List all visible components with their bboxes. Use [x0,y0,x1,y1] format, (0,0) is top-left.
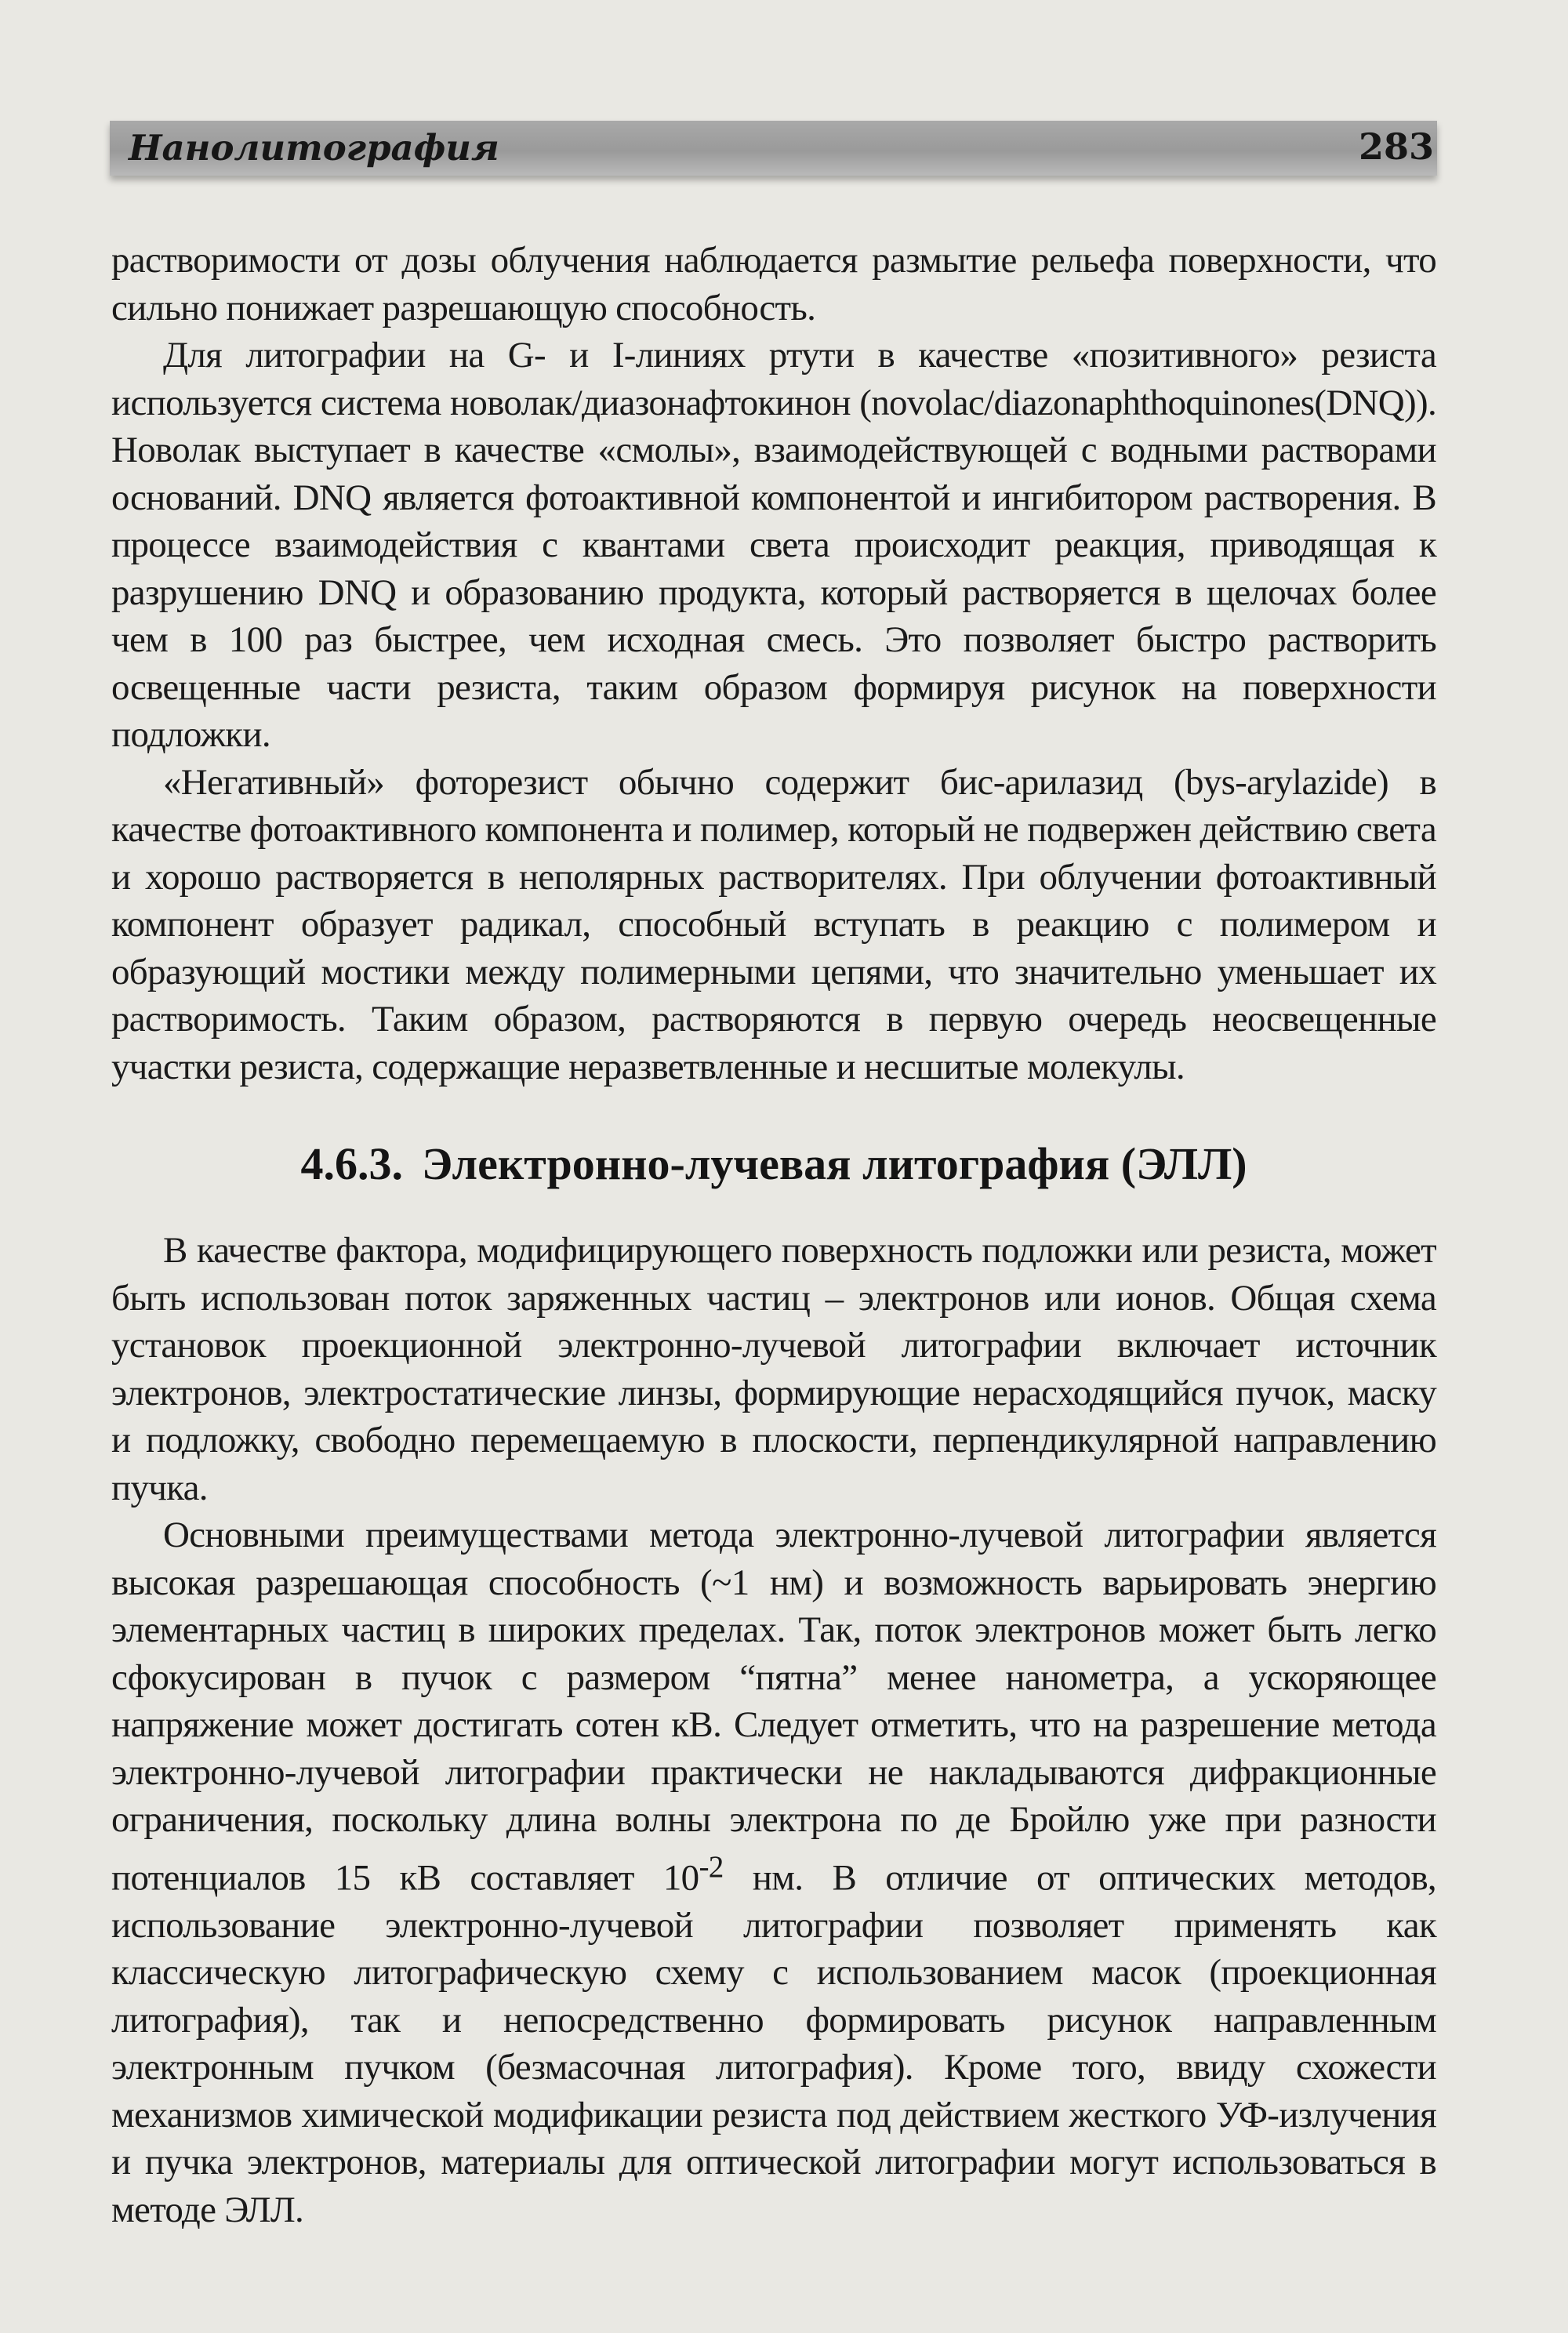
paragraph: Для литографии на G- и I-линиях ртути в качестве «позитивного» резиста используется система новолак/диазонафтокинон (novolac/diazonaphthoquinones(DNQ)). Новолак выступает в качестве «смолы», взаимодействующей с водными растворами оснований. DNQ является фотоактивной компонентой и ингибитором растворения. В процессе взаимодействия с квантами света происходит реакция, приводящая к разрушению DNQ и образованию продукта, который растворяется в щелочах более чем в 100 раз быстрее, чем исходная смесь. Это позволяет быстро растворить освещенные части резиста, таким образом формируя рисунок на поверхности подложки. [111,335,1436,755]
page-number: 283 [1358,125,1434,168]
section-title: Электронно-лучевая литография (ЭЛЛ) [421,1138,1247,1189]
text-block-after-heading [111,1227,1436,2233]
running-title: Нанолитография [129,127,499,169]
paragraph: В качестве фактора, модифицирующего поверхность подложки или резиста, может быть использован поток заряженных частиц – электронов или ионов. Общая схема установок проекционной электронно-лучевой литографии включает источник электронов, электростатические линзы, формирующие нерасходящийся пучок, маску и подложку, свободно перемещаемую в плоскости, перпендикулярной направлению пучка. [111,1230,1436,1508]
paragraph: «Негативный» фоторезист обычно содержит бис-арилазид (bys-arylazide) в качестве фотоактивного компонента и полимер, который не подвержен действию света и хорошо растворяется в неполярных растворителях. При облучении фотоактивный компонент образует радикал, способный вступать в реакцию с полимером и образующий мостики между полимерными цепями, что значительно уменьшает их растворимость. Таким образом, растворяются в первую очередь неосвещенные участки резиста, содержащие неразветвленные и несшитые молекулы. [111,761,1436,1087]
superscript-exponent: -2 [699,1849,724,1884]
paragraph: растворимости от дозы облучения наблюдается размытие рельефа поверхности, что сильно понижает разрешающую способность. [111,240,1436,328]
running-header [110,121,1437,176]
paragraph-text: нм. В отличие от оптических методов, использование электронно-лучевой литографии позволяет применять как классическую литографическую схему с использованием масок (проекционная литография), так и непосредственно формировать рисунок направленным электронным пучком (безмасочная литография). Кроме того, ввиду схожести механизмов химической модификации резиста под действием жесткого УФ-излучения и пучка электронов, материалы для оптической литографии могут использоваться в методе ЭЛЛ. [111,1857,1436,2230]
paragraph-text: Основными преимуществами метода электронно-лучевой литографии является высокая разрешающая способность (~1 нм) и возможность варьировать энергию элементарных частиц в широких пределах. Так, поток электронов может быть легко сфокусирован в пучок с размером “пятна” менее нанометра, а ускоряющее напряжение может достигать сотен кВ. Следует отметить, что на разрешение метода электронно-лучевой литографии практически не накладываются дифракционные ограничения, поскольку длина волны электрона по де Бройлю уже при разности потенциалов 15 кВ составляет 10 [111,1515,1436,1899]
section-heading [111,1137,1436,1192]
section-number: 4.6.3. [300,1138,403,1189]
paragraph [111,1511,1436,2233]
text-block-before-heading [111,237,1436,1090]
